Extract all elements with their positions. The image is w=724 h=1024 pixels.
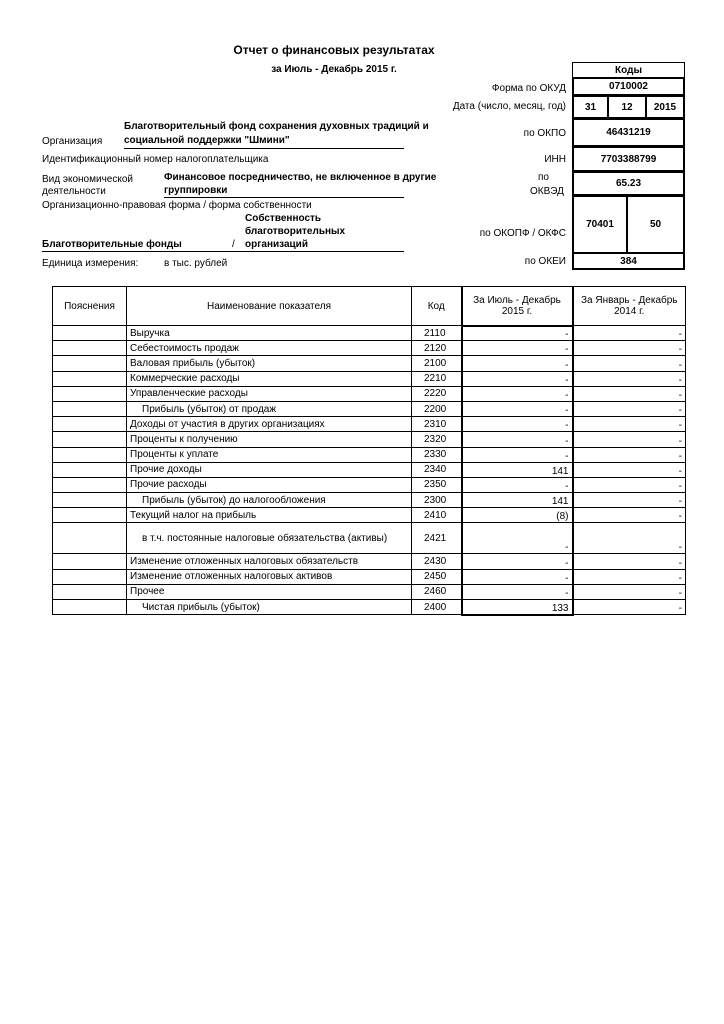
previous-period-value: - — [573, 584, 686, 599]
notes-cell — [53, 371, 127, 386]
ownership-line2: благотворительных — [245, 226, 346, 237]
okopf-value — [572, 195, 628, 254]
ownership-line3: организаций — [245, 239, 308, 250]
indicator-name: Прибыль (убыток) до налогообложения — [127, 493, 412, 508]
notes-cell — [53, 477, 127, 492]
unit-label: Единица измерения: — [42, 258, 139, 269]
inn-value — [572, 146, 685, 172]
notes-cell — [53, 417, 127, 432]
header-notes: Пояснения — [53, 287, 127, 326]
notes-cell — [53, 600, 127, 615]
okpo-value — [572, 118, 685, 147]
notes-cell — [53, 569, 127, 584]
codes-header-label: Коды — [615, 64, 642, 76]
date-day-text: 31 — [584, 101, 597, 113]
indicator-code: 2200 — [412, 401, 462, 416]
current-period-value: - — [462, 356, 573, 371]
inn-value-text: 7703388799 — [600, 153, 657, 165]
indicator-name: Прочее — [127, 584, 412, 599]
table-header-row — [53, 287, 686, 326]
previous-period-value: - — [573, 401, 686, 416]
indicator-code: 2120 — [412, 341, 462, 356]
notes-cell — [53, 401, 127, 416]
okopf-okfs-label: по ОКОПФ / ОКФС — [479, 228, 566, 239]
table-row — [53, 371, 686, 386]
okfs-value-text: 50 — [649, 219, 662, 230]
indicator-code: 2340 — [412, 462, 462, 477]
table-row — [53, 447, 686, 462]
okei-label: по ОКЕИ — [524, 256, 566, 267]
unit-value: в тыс. рублей — [164, 258, 228, 269]
current-period-value: - — [462, 401, 573, 416]
indicator-name: Проценты к получению — [127, 432, 412, 447]
header-code: Код — [412, 287, 462, 326]
notes-cell — [53, 508, 127, 523]
header-name: Наименование показателя — [127, 287, 412, 326]
table-body — [53, 326, 686, 615]
indicator-name: Себестоимость продаж — [127, 341, 412, 356]
table-row — [53, 356, 686, 371]
activity-value-line2: группировки — [164, 185, 228, 196]
header-previous-period: За Январь - Декабрь 2014 г. — [573, 287, 686, 326]
indicator-code: 2320 — [412, 432, 462, 447]
current-period-value: 141 — [462, 493, 573, 508]
current-period-value: - — [462, 417, 573, 432]
notes-cell — [53, 584, 127, 599]
indicator-name: Доходы от участия в других организациях — [127, 417, 412, 432]
notes-cell — [53, 356, 127, 371]
notes-cell — [53, 326, 127, 341]
header-current-period: За Июль - Декабрь 2015 г. — [462, 287, 573, 326]
indicator-code: 2110 — [412, 326, 462, 341]
indicator-name: Проценты к уплате — [127, 447, 412, 462]
okei-value — [572, 252, 685, 270]
date-month-text: 12 — [621, 101, 633, 113]
indicator-name: Прибыль (убыток) от продаж — [127, 401, 412, 416]
previous-period-value: - — [573, 569, 686, 584]
table-row — [53, 569, 686, 584]
okei-value-text: 384 — [620, 255, 637, 267]
okud-label: Форма по ОКУД — [491, 83, 566, 94]
indicator-code: 2430 — [412, 554, 462, 569]
indicator-name: Чистая прибыль (убыток) — [127, 600, 412, 615]
table-row — [53, 401, 686, 416]
ownership-line1: Собственность — [245, 213, 322, 224]
previous-period-value: - — [573, 600, 686, 615]
okpo-label: по ОКПО — [523, 128, 566, 139]
previous-period-value: - — [573, 493, 686, 508]
previous-period-value: - — [573, 508, 686, 523]
activity-label-line1: Вид экономической — [42, 174, 133, 185]
report-title: Отчет о финансовых результатах — [233, 43, 435, 57]
table-row — [53, 600, 686, 615]
indicator-code: 2100 — [412, 356, 462, 371]
current-period-value: - — [462, 477, 573, 492]
notes-cell — [53, 341, 127, 356]
previous-period-value: - — [573, 326, 686, 341]
current-period-value: (8) — [462, 508, 573, 523]
financial-results-table — [52, 286, 686, 616]
indicator-name: Коммерческие расходы — [127, 371, 412, 386]
table-row — [53, 523, 686, 554]
indicator-code: 2220 — [412, 386, 462, 401]
current-period-value: - — [462, 554, 573, 569]
current-period-value: - — [462, 447, 573, 462]
previous-period-value: - — [573, 462, 686, 477]
report-period: за Июль - Декабрь 2015 г. — [271, 64, 397, 75]
table-row — [53, 493, 686, 508]
notes-cell — [53, 493, 127, 508]
current-period-value: - — [462, 584, 573, 599]
date-day — [572, 95, 609, 119]
activity-value-line1: Финансовое посредничество, не включенное в другие — [164, 172, 437, 183]
table-row — [53, 326, 686, 341]
indicator-code: 2310 — [412, 417, 462, 432]
current-period-value: - — [462, 523, 573, 554]
table-row — [53, 341, 686, 356]
notes-cell — [53, 447, 127, 462]
okfs-value — [626, 195, 685, 254]
notes-cell — [53, 554, 127, 569]
okopf-value-text: 70401 — [586, 219, 614, 230]
indicator-name: Прочие расходы — [127, 477, 412, 492]
previous-period-value: - — [573, 554, 686, 569]
okud-value-text: 0710002 — [609, 81, 648, 92]
current-period-value: - — [462, 432, 573, 447]
previous-period-value: - — [573, 523, 686, 554]
legal-form-label: Организационно-правовая форма / форма собственности — [42, 200, 312, 211]
table-row — [53, 432, 686, 447]
indicator-code: 2350 — [412, 477, 462, 492]
okved-label-line2: ОКВЭД — [530, 186, 564, 197]
indicator-name: Изменение отложенных налоговых активов — [127, 569, 412, 584]
okpo-value-text: 46431219 — [606, 127, 651, 138]
table-row — [53, 508, 686, 523]
current-period-value: - — [462, 341, 573, 356]
previous-period-value: - — [573, 386, 686, 401]
legal-form-underline — [42, 251, 404, 252]
table-row — [53, 462, 686, 477]
previous-period-value: - — [573, 447, 686, 462]
previous-period-value: - — [573, 417, 686, 432]
legal-form-value: Благотворительные фонды — [42, 239, 182, 250]
previous-period-value: - — [573, 432, 686, 447]
org-name-line2: социальной поддержки "Шмини" — [124, 135, 290, 146]
current-period-value: - — [462, 386, 573, 401]
activity-underline — [164, 197, 404, 198]
okved-value-text: 65.23 — [615, 178, 642, 189]
notes-cell — [53, 462, 127, 477]
indicator-name: Текущий налог на прибыль — [127, 508, 412, 523]
okud-value — [572, 77, 685, 96]
indicator-code: 2460 — [412, 584, 462, 599]
date-year — [645, 95, 685, 119]
current-period-value: - — [462, 569, 573, 584]
table-row — [53, 477, 686, 492]
current-period-value: - — [462, 371, 573, 386]
indicator-name: Валовая прибыль (убыток) — [127, 356, 412, 371]
org-name-line1: Благотворительный фонд сохранения духовных традиций и — [124, 121, 429, 132]
okved-label-line1: по — [538, 172, 549, 183]
indicator-code: 2300 — [412, 493, 462, 508]
indicator-code: 2400 — [412, 600, 462, 615]
table-row — [53, 554, 686, 569]
current-period-value: 141 — [462, 462, 573, 477]
indicator-code: 2410 — [412, 508, 462, 523]
indicator-code: 2330 — [412, 447, 462, 462]
indicator-name: Прочие доходы — [127, 462, 412, 477]
activity-label-line2: деятельности — [42, 186, 106, 197]
current-period-value: - — [462, 326, 573, 341]
indicator-code: 2450 — [412, 569, 462, 584]
codes-header — [572, 62, 685, 78]
indicator-name: Изменение отложенных налоговых обязательств — [127, 554, 412, 569]
org-label: Организация — [42, 136, 103, 147]
table-row — [53, 584, 686, 599]
indicator-code: 2210 — [412, 371, 462, 386]
indicator-name: в т.ч. постоянные налоговые обязательства (активы) — [127, 523, 412, 554]
current-period-value: 133 — [462, 600, 573, 615]
inn-code-label: ИНН — [544, 154, 566, 165]
indicator-name: Управленческие расходы — [127, 386, 412, 401]
indicator-name: Выручка — [127, 326, 412, 341]
inn-label: Идентификационный номер налогоплательщика — [42, 154, 269, 165]
notes-cell — [53, 432, 127, 447]
previous-period-value: - — [573, 371, 686, 386]
org-underline — [124, 148, 404, 149]
legal-form-sep: / — [232, 239, 235, 250]
previous-period-value: - — [573, 356, 686, 371]
indicator-code: 2421 — [412, 523, 462, 554]
date-year-text: 2015 — [653, 101, 677, 113]
notes-cell — [53, 386, 127, 401]
previous-period-value: - — [573, 477, 686, 492]
table-row — [53, 386, 686, 401]
date-label: Дата (число, месяц, год) — [452, 101, 566, 112]
date-month — [607, 95, 647, 119]
table-row — [53, 417, 686, 432]
notes-cell — [53, 523, 127, 554]
okved-value — [572, 171, 685, 196]
previous-period-value: - — [573, 341, 686, 356]
